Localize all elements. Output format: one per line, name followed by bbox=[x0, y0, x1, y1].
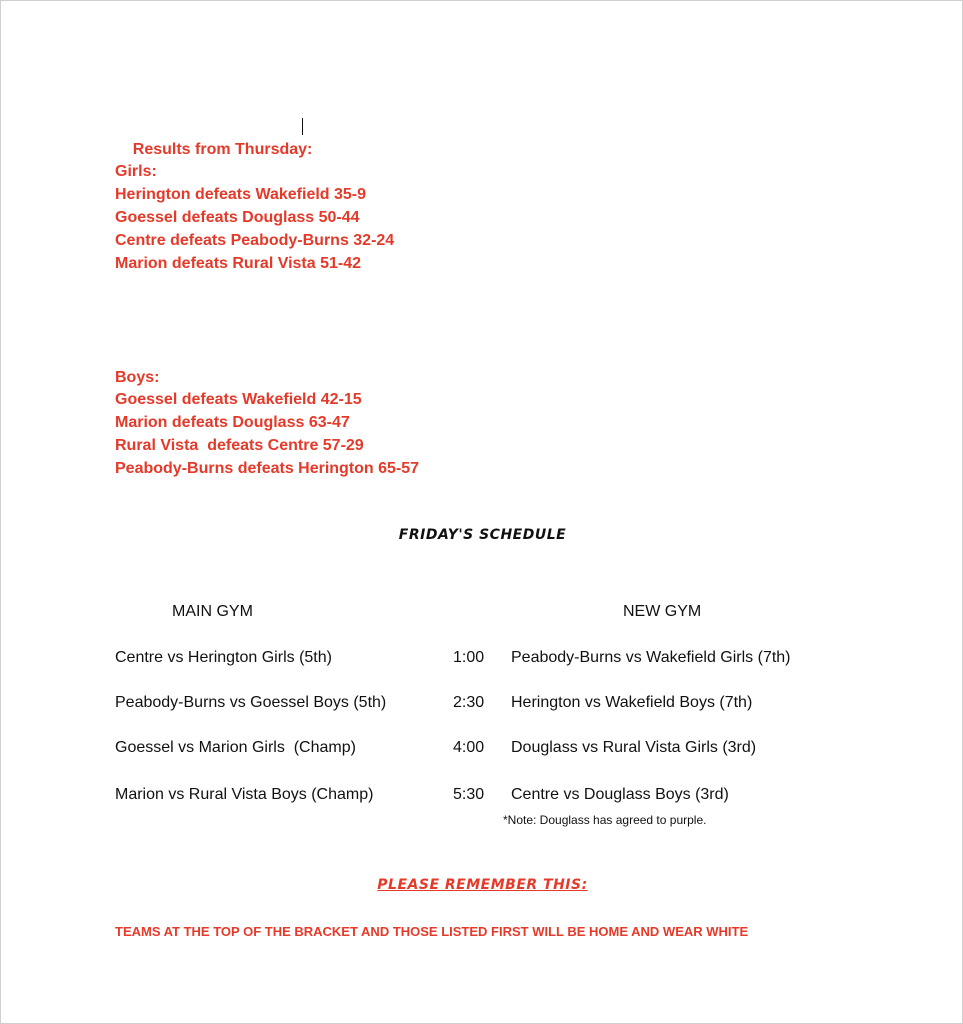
girls-heading: Girls: bbox=[115, 163, 157, 180]
boys-result-1: Goessel defeats Wakefield 42-15 bbox=[115, 391, 362, 408]
new-gym-game-1: Peabody-Burns vs Wakefield Girls (7th) bbox=[511, 649, 791, 666]
boys-result-4: Peabody-Burns defeats Herington 65-57 bbox=[115, 460, 420, 477]
girls-result-1: Herington defeats Wakefield 35-9 bbox=[115, 186, 367, 203]
main-gym-game-1: Centre vs Herington Girls (5th) bbox=[115, 649, 332, 666]
girls-result-2: Goessel defeats Douglass 50-44 bbox=[115, 209, 360, 226]
new-gym-game-4: Centre vs Douglass Boys (3rd) bbox=[511, 786, 729, 803]
game-time-2: 2:30 bbox=[453, 694, 485, 711]
new-gym-game-2: Herington vs Wakefield Boys (7th) bbox=[511, 694, 753, 711]
game-time-4: 5:30 bbox=[453, 786, 485, 803]
game-time-3: 4:00 bbox=[453, 739, 485, 756]
main-gym-game-2: Peabody-Burns vs Goessel Boys (5th) bbox=[115, 694, 387, 711]
schedule-note: *Note: Douglass has agreed to purple. bbox=[503, 813, 707, 827]
boys-heading: Boys: bbox=[115, 369, 160, 386]
schedule-title: FRIDAY'S SCHEDULE bbox=[398, 527, 567, 543]
reminder-text: TEAMS AT THE TOP OF THE BRACKET AND THOSE LISTED FIRST WILL BE HOME AND WEAR WHITE bbox=[115, 924, 749, 939]
new-gym-header: NEW GYM bbox=[623, 603, 702, 620]
boys-result-3: Rural Vista defeats Centre 57-29 bbox=[115, 437, 364, 454]
text-cursor bbox=[302, 118, 303, 135]
new-gym-game-3: Douglass vs Rural Vista Girls (3rd) bbox=[511, 739, 757, 756]
results-title-text: Results from Thursday: bbox=[132, 141, 313, 158]
girls-result-4: Marion defeats Rural Vista 51-42 bbox=[115, 255, 362, 272]
main-gym-game-3: Goessel vs Marion Girls (Champ) bbox=[115, 739, 356, 756]
reminder-heading: PLEASE REMEMBER THIS: bbox=[377, 877, 588, 893]
girls-result-3: Centre defeats Peabody-Burns 32-24 bbox=[115, 232, 395, 249]
main-gym-header: MAIN GYM bbox=[172, 603, 253, 620]
boys-result-2: Marion defeats Douglass 63-47 bbox=[115, 414, 350, 431]
game-time-1: 1:00 bbox=[453, 649, 485, 666]
main-gym-game-4: Marion vs Rural Vista Boys (Champ) bbox=[115, 786, 374, 803]
